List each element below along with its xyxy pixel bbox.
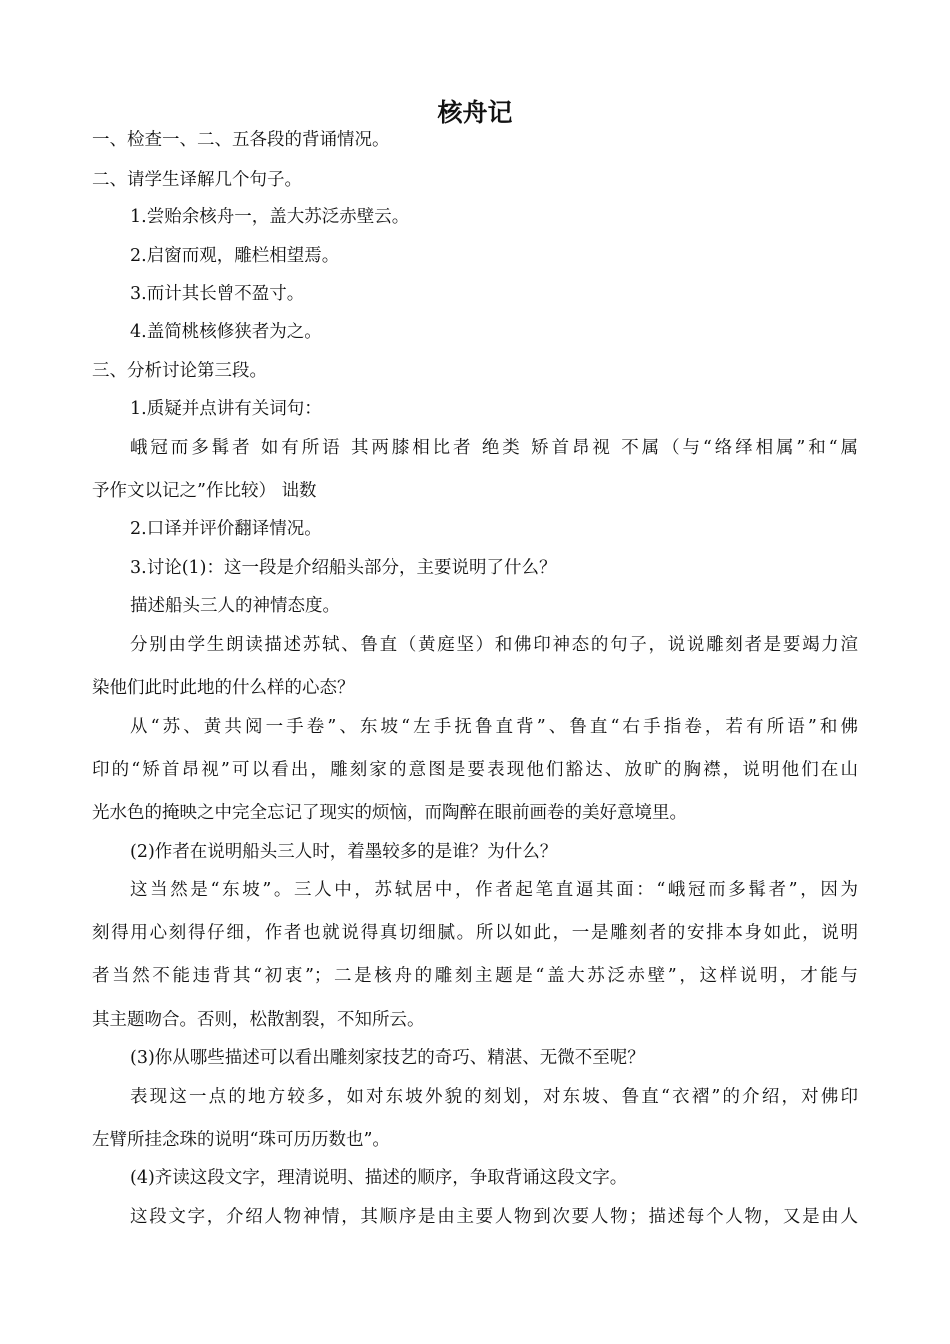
paragraph-line: 4.盖简桃核修狭者为之。 [130,322,322,342]
paragraph-line: 染他们此时此地的什么样的心态？ [92,678,355,698]
paragraph-line: 这当然是“东坡”。三人中，苏轼居中，作者起笔直逼其面：“峨冠而多髯者”，因为 [130,880,858,900]
document-title: 核舟记 [437,98,513,127]
paragraph-line: 描述船头三人的神情态度。 [130,596,340,616]
paragraph-line: 三、分析讨论第三段。 [92,361,267,381]
paragraph-block [92,1205,858,1229]
paragraph-line: 这段文字，介绍人物神情，其顺序是由主要人物到次要人物；描述每个人物，又是由人 [130,1207,858,1227]
paragraph-line: 光水色的掩映之中完全忘记了现实的烦恼，而陶醉在眼前画卷的美好意境里。 [92,803,687,823]
paragraph-block [92,436,858,460]
paragraph-block [92,715,858,739]
paragraph-block [92,758,858,782]
paragraph-line: (3)你从哪些描述可以看出雕刻家技艺的奇巧、精湛、无微不至呢？ [130,1048,645,1068]
paragraph-line: 印的“矫首昂视”可以看出，雕刻家的意图是要表现他们豁达、放旷的胸襟，说明他们在山 [92,760,858,780]
paragraph-line: 3.讨论(1)：这一段是介绍船头部分，主要说明了什么？ [130,558,557,578]
paragraph-line: 刻得用心刻得仔细，作者也就说得真切细腻。所以如此，一是雕刻者的安排本身如此，说明 [92,923,858,943]
paragraph-block [92,633,858,657]
paragraph-line: 3.而计其长曾不盈寸。 [130,284,305,304]
paragraph-block [92,1085,858,1109]
paragraph-line: 2.口译并评价翻译情况。 [130,519,322,539]
paragraph-block [92,878,858,902]
paragraph-line: 二、请学生译解几个句子。 [92,170,302,190]
paragraph-line: 峨冠而多髯者 如有所语 其两膝相比者 绝类 矫首昂视 不属（与“络绎相属”和“属 [130,438,858,458]
paragraph-line: 左臂所挂念珠的说明“珠可历历数也”。 [92,1130,390,1150]
paragraph-line: 2.启窗而观，雕栏相望焉。 [130,246,340,266]
paragraph-line: 1.尝贻余核舟一，盖大苏泛赤壁云。 [130,207,410,227]
paragraph-line: 表现这一点的地方较多，如对东坡外貌的刻划，对东坡、鲁直“衣褶”的介绍，对佛印 [130,1087,858,1107]
paragraph-line: (4)齐读这段文字，理清说明、描述的顺序，争取背诵这段文字。 [130,1168,628,1188]
paragraph-block [92,921,858,945]
paragraph-line: 分别由学生朗读描述苏轼、鲁直（黄庭坚）和佛印神态的句子，说说雕刻者是要竭力渲 [130,635,858,655]
paragraph-line: (2)作者在说明船头三人时，着墨较多的是谁？为什么？ [130,842,558,862]
paragraph-line: 1.质疑并点讲有关词句： [130,399,322,419]
paragraph-line: 从“苏、黄共阅一手卷”、东坡“左手抚鲁直背”、鲁直“右手指卷，若有所语”和佛 [130,717,858,737]
paragraph-line: 其主题吻合。否则，松散割裂，不知所云。 [92,1010,425,1030]
paragraph-line: 予作文以记之”作比较） 诎数 [92,481,317,501]
paragraph-line: 者当然不能违背其“初衷”；二是核舟的雕刻主题是“盖大苏泛赤壁”，这样说明，才能与 [92,966,858,986]
paragraph-line: 一、检查一、二、五各段的背诵情况。 [92,130,390,150]
paragraph-block [92,964,858,988]
